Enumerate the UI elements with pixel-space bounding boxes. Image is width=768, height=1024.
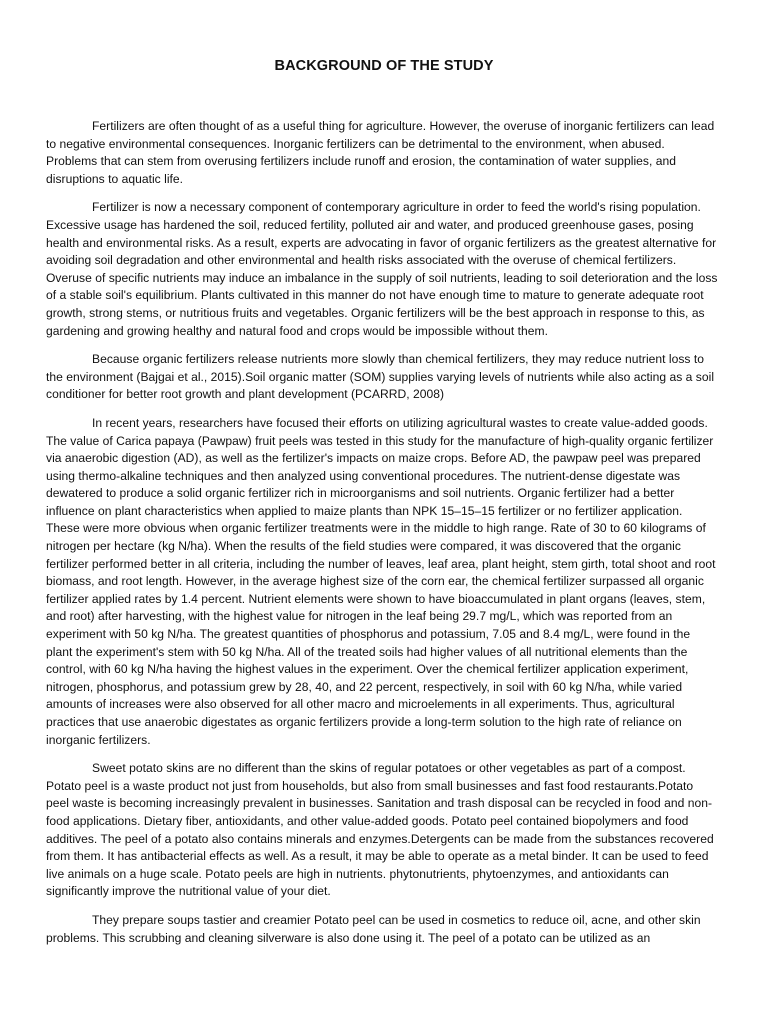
paragraph-1: Fertilizers are often thought of as a useful thing for agriculture. However, the overuse of inorganic fertilizers can lead to negative environmental consequences. Inorganic fertilizers can be detrimental to the environment, when abused. Problems that can stem from overusing fertilizers include runoff and erosion, the contamination of water supplies, and disruptions to aquatic life. (46, 119, 715, 186)
document-body (46, 118, 718, 958)
paragraph-4: In recent years, researchers have focused their efforts on utilizing agricultural wastes to create value-added goods. The value of Carica papaya (Pawpaw) fruit peels was tested in this study for the manufacture of high-quality organic fertilizer via anaerobic digestion (AD), as well as the fertilizer's impacts on maize crops. Before AD, the pawpaw peel was prepared using thermo-alkaline techniques and then analyzed using conventional procedures. The nutrient-dense digestate was dewatered to produce a solid organic fertilizer rich in microorganisms and soil nutrients. Organic fertilizer had a better influence on plant characteristics when applied to maize plants than NPK 15–15–15 fertilizer or no fertilizer application. These were more obvious when organic fertilizer treatments were in the middle to high range. Rate of 30 to 60 kilograms of nitrogen per hectare (kg N/ha). When the results of the field studies were compared, it was discovered that the organic fertilizer performed better in all criteria, including the number of leaves, leaf area, plant height, stem girth, total shoot and root biomass, and root length. However, in the average highest size of the corn ear, the chemical fertilizer surpassed all organic fertilizer applied rates by 1.4 percent. Nutrient elements were shown to have bioaccumulated in plant organs (leaves, stem, and root) after harvesting, with the highest value for nitrogen in the leaf being 29.7 mg/L, which was reported from an experiment with 50 kg N/ha. The greatest quantities of phosphorus and potassium, 7.05 and 8.4 mg/L, were found in the plant the experiment's stem with 50 kg N/ha. All of the treated soils had higher values of all nutritional elements than the control, with 60 kg N/ha having the highest values in the experiment. Over the chemical fertilizer application experiment, nitrogen, phosphorus, and potassium grew by 28, 40, and 22 percent, respectively, in soil with 60 kg N/ha, while varied amounts of increases were also observed for all other macro and microelements in all experiments. Thus, agricultural practices that use anaerobic digestates as organic fertilizers provide a long-term solution to the high rate of reliance on inorganic fertilizers. (46, 415, 716, 747)
paragraph-5: Sweet potato skins are no different than the skins of regular potatoes or other vegetables as part of a compost. Potato peel is a waste product not just from households, but also from small businesses and fast food restaurants.Potato peel waste is becoming increasingly prevalent in businesses. Sanitation and trash disposal can be recycled in food and non-food applications. Dietary fiber, antioxidants, and other value-added goods. Potato peel contained biopolymers and food additives. The peel of a potato also contains minerals and enzymes.Detergents can be made from the substances recovered from them. It has antibacterial effects as well. As a result, it may be able to operate as a metal binder. It can be used to feed live animals on a huge scale. Potato peels are high in nutrients. phytonutrients, phytoenzymes, and antioxidants can significantly improve the nutritional value of your diet. (46, 761, 714, 899)
paragraph-6: They prepare soups tastier and creamier Potato peel can be used in cosmetics to reduce oil, acne, and other skin problems. This scrubbing and cleaning silverware is also done using it. The peel of a potato can be utilized as an (46, 912, 701, 945)
page-title: BACKGROUND OF THE STUDY (274, 58, 494, 74)
paragraph-2: Fertilizer is now a necessary component of contemporary agriculture in order to feed the world's rising population. Excessive usage has hardened the soil, reduced fertility, polluted air and water, and produced greenhouse gases, posing health and environmental risks. As a result, experts are advocating in favor of organic fertilizers as the greatest alternative for avoiding soil degradation and other environmental and health risks associated with the overuse of chemical fertilizers. Overuse of specific nutrients may induce an imbalance in the supply of soil nutrients, leading to soil deterioration and the loss of a stable soil's equilibrium. Plants cultivated in this manner do not have enough time to mature to generate adequate root growth, strong stems, or nutritious fruits and vegetables. Organic fertilizers will be the best approach in response to this, as gardening and growing healthy and natural food and crops would be impossible without them. (46, 200, 718, 338)
paragraph-3: Because organic fertilizers release nutrients more slowly than chemical fertilizers, they may reduce nutrient loss to the environment (Bajgai et al., 2015).Soil organic matter (SOM) supplies varying levels of nutrients while also acting as a soil conditioner for better root growth and plant development (PCARRD, 2008) (46, 352, 715, 402)
